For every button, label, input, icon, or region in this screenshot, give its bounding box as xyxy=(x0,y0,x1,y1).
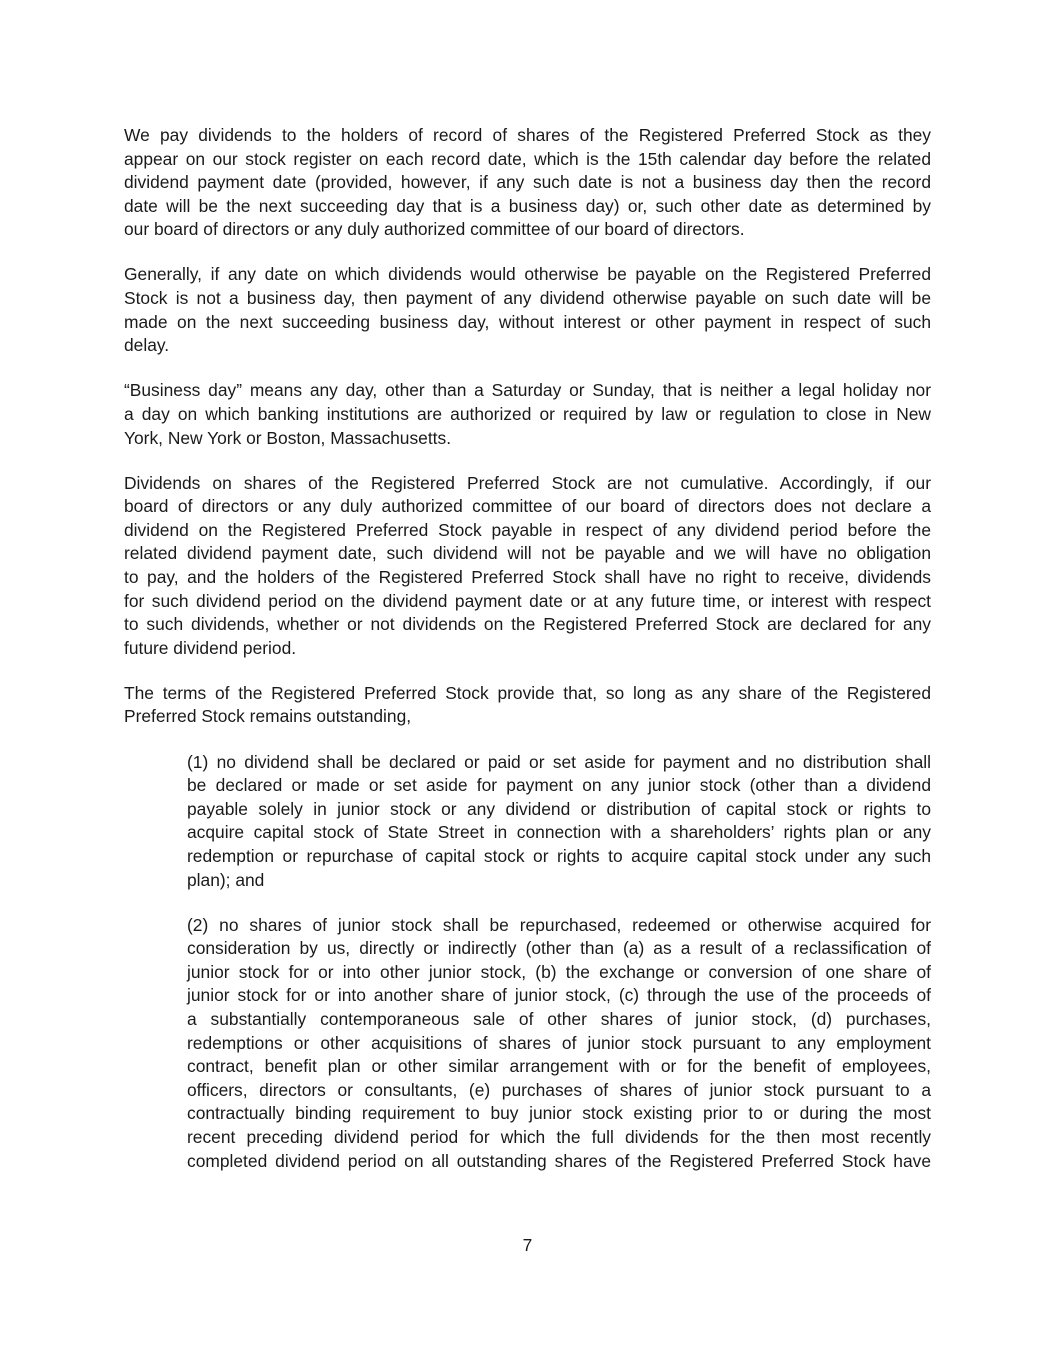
list-item-paragraph xyxy=(187,751,931,893)
text-line: (1) no dividend shall be declared or paid or set aside for payment and no distribution shall xyxy=(187,751,931,772)
text-line: We pay dividends to the holders of record of shares of the Registered Preferred Stock as they xyxy=(124,125,931,145)
text-line: be declared or made or set aside for payment on any junior stock (other than a dividend xyxy=(187,775,931,796)
text-line: related dividend payment date, such dividend will not be payable and we will have no obligation xyxy=(124,543,931,564)
text-line: junior stock for or into another share of junior stock, (c) through the use of the proceeds of xyxy=(187,985,931,1006)
text-line: officers, directors or consultants, (e) purchases of shares of junior stock pursuant to a xyxy=(187,1079,931,1100)
text-line: payable solely in junior stock or any dividend or distribution of capital stock or rights to xyxy=(187,798,931,819)
text-line: Dividends on shares of the Registered Preferred Stock are not cumulative. Accordingly, if our xyxy=(124,472,931,493)
text-line: York, New York or Boston, Massachusetts. xyxy=(124,427,452,448)
document-body xyxy=(124,124,931,1195)
text-line: Preferred Stock remains outstanding, xyxy=(124,706,412,727)
text-line: dividend payment date (provided, however, if any such date is not a business day then the record xyxy=(124,172,931,193)
text-line: a substantially contemporaneous sale of other shares of junior stock, (d) purchases, xyxy=(187,1009,931,1029)
text-line: consideration by us, directly or indirectly (other than (a) as a result of a reclassification of xyxy=(187,938,931,959)
page-number: 7 xyxy=(522,1235,533,1255)
text-line: (2) no shares of junior stock shall be repurchased, redeemed or otherwise acquired for xyxy=(187,914,931,935)
text-line: plan); and xyxy=(187,869,265,890)
paragraph xyxy=(124,124,931,242)
text-line: appear on our stock register on each record date, which is the 15th calendar day before the related xyxy=(124,148,931,169)
text-line: delay. xyxy=(124,335,170,356)
text-line: recent preceding dividend period for which the full dividends for the then most recently xyxy=(187,1126,931,1147)
text-line: for such dividend period on the dividend payment date or at any future time, or interest with respect xyxy=(124,590,931,611)
text-line: completed dividend period on all outstanding shares of the Registered Preferred Stock have xyxy=(187,1150,931,1171)
text-line: made on the next succeeding business day, without interest or other payment in respect of such xyxy=(124,311,931,332)
text-line: acquire capital stock of State Street in connection with a shareholders’ rights plan or any xyxy=(187,822,931,843)
text-line: junior stock for or into other junior stock, (b) the exchange or conversion of one share of xyxy=(187,961,931,982)
text-line: date will be the next succeeding day that is a business day) or, such other date as determined by xyxy=(124,195,931,216)
text-line: dividend on the Registered Preferred Stock payable in respect of any dividend period before the xyxy=(124,519,931,540)
text-line: Stock is not a business day, then payment of any dividend otherwise payable on such date will be xyxy=(124,288,931,309)
text-line: “Business day” means any day, other than a Saturday or Sunday, that is neither a legal holiday nor xyxy=(124,380,931,401)
paragraph xyxy=(124,682,931,729)
text-line: board of directors or any duly authorized committee of our board of directors does not declare a xyxy=(124,496,931,517)
text-line: The terms of the Registered Preferred Stock provide that, so long as any share of the Registered xyxy=(124,682,931,703)
text-line: redemptions or other acquisitions of shares of junior stock pursuant to any employment xyxy=(187,1032,931,1053)
text-line: to such dividends, whether or not dividends on the Registered Preferred Stock are declared for any xyxy=(124,614,931,635)
text-line: contractually binding requirement to buy junior stock existing prior to or during the most xyxy=(187,1103,931,1124)
text-line: Generally, if any date on which dividends would otherwise be payable on the Registered Preferred xyxy=(124,264,931,285)
text-line: future dividend period. xyxy=(124,637,297,658)
list-item-paragraph xyxy=(187,914,931,1174)
paragraph xyxy=(124,379,931,450)
text-line: our board of directors or any duly authorized committee of our board of directors. xyxy=(124,219,745,240)
text-line: contract, benefit plan or other similar arrangement with or for the benefit of employees, xyxy=(187,1056,931,1077)
text-line: to pay, and the holders of the Registered Preferred Stock shall have no right to receive, dividends xyxy=(124,567,931,587)
text-line: redemption or repurchase of capital stock or rights to acquire capital stock under any such xyxy=(187,845,931,866)
text-line: a day on which banking institutions are authorized or required by law or regulation to close in New xyxy=(124,403,931,424)
paragraph xyxy=(124,263,931,357)
paragraph xyxy=(124,472,931,661)
